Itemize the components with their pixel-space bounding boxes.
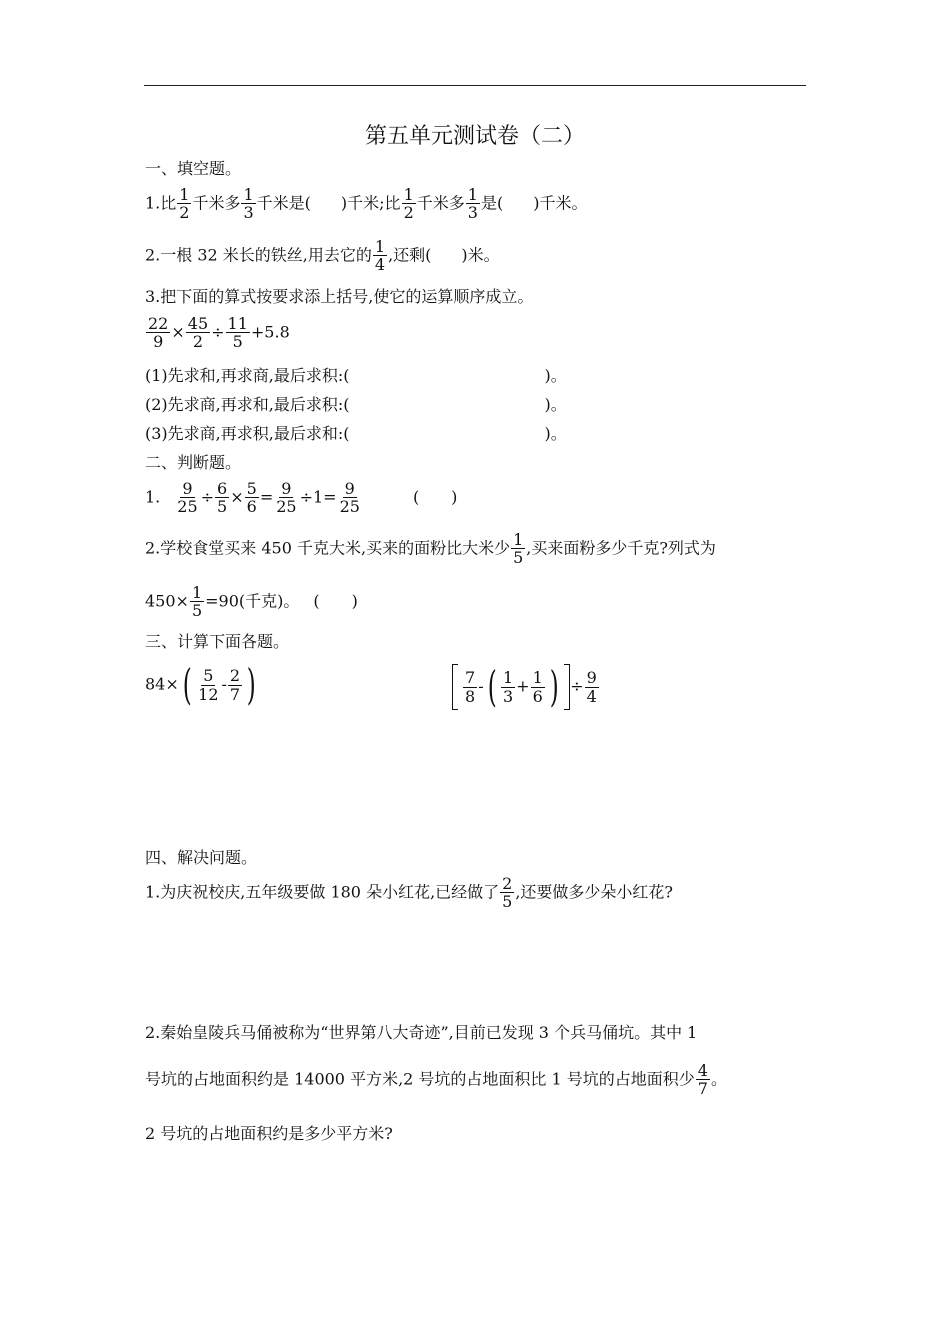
fraction: $\frac{1}{5}$ [513, 530, 524, 568]
fraction: $\frac{1}{2}$ [179, 185, 190, 223]
fraction: $\frac{22}{9}$ [148, 314, 169, 352]
fraction: $\frac{9}{25}$ [339, 479, 360, 517]
judgement-1: 1. $\frac{9}{25}$ ÷ $\frac{6}{5}$ × $\frac{5}{6}$ = $\frac{9}{25}$ ÷1= $\frac{9}{25}$ ( ) [145, 479, 458, 517]
fraction: $\frac{6}{5}$ [217, 479, 228, 517]
judgement-2: 2.学校食堂买来 450 千克大米,买来的面粉比大米少 $\frac{1}{5}$ ,买来面粉多少千克?列式为 [145, 530, 716, 568]
fraction: $\frac{1}{2}$ [403, 185, 414, 223]
fraction: $\frac{1}{3}$ [502, 668, 514, 706]
fraction: $\frac{5}{12}$ [198, 666, 219, 704]
expression: $\frac{22}{9}$ × $\frac{45}{2}$ ÷ $\frac{11}{5}$ +5.8 [148, 314, 290, 352]
header-rule [144, 85, 806, 86]
fraction: $\frac{1}{4}$ [374, 237, 386, 275]
fraction: $\frac{4}{7}$ [697, 1061, 708, 1099]
sub-question-3: (3)先求商,再求积,最后求和:( )。 [145, 424, 567, 443]
judgement-mark[interactable]: ( ) [313, 591, 358, 611]
fraction: $\frac{1}{3}$ [243, 185, 254, 223]
calculation-2: $\frac{7}{8}$ -( $\frac{1}{3}$ + $\frac{1}{6}$ ) ÷ $\frac{9}{4}$ [452, 664, 600, 710]
problem-2-line-3: 2 号坑的占地面积约是多少平方米? [145, 1124, 393, 1143]
judgement-mark[interactable]: ( ) [412, 487, 458, 507]
section-3-heading: 三、计算下面各题。 [145, 632, 290, 651]
fraction: $\frac{1}{3}$ [467, 185, 478, 223]
fraction: $\frac{9}{25}$ [177, 479, 198, 517]
question-1-1: 1.比 $\frac{1}{2}$ 千米多 $\frac{1}{3}$ 千米是( )千米;比 $\frac{1}{2}$ 千米多 $\frac{1}{3}$ 是( )千米。 [145, 185, 588, 223]
fraction: $\frac{9}{4}$ [586, 668, 597, 706]
page-title: 第五单元测试卷（二） [364, 124, 585, 149]
fraction: $\frac{1}{5}$ [191, 583, 203, 621]
section-4-heading: 四、解决问题。 [145, 848, 258, 867]
question-1-2: 2.一根 32 米长的铁丝,用去它的 $\frac{1}{4}$ ,还剩( )米。 [145, 237, 500, 275]
left-bracket [452, 664, 458, 710]
fraction: $\frac{45}{2}$ [187, 314, 209, 352]
fraction: $\frac{9}{25}$ [276, 479, 297, 517]
sub-question-2: (2)先求商,再求和,最后求积:( )。 [145, 395, 567, 414]
fraction: $\frac{5}{6}$ [246, 479, 257, 517]
fraction: $\frac{11}{5}$ [227, 314, 248, 352]
calculation-1: 84×( $\frac{5}{12}$ - $\frac{2}{7}$ ) [145, 660, 256, 709]
problem-2-line-1: 2.秦始皇陵兵马俑被称为“世界第八大奇迹”,目前已发现 3 个兵马俑坑。其中 1 [145, 1023, 698, 1042]
fraction: $\frac{7}{8}$ [465, 668, 476, 706]
section-1-heading: 一、填空题。 [145, 159, 242, 178]
judgement-2-line-2: 450× $\frac{1}{5}$ =90(千克)。 ( ) [145, 583, 358, 621]
fraction: $\frac{1}{6}$ [532, 668, 543, 706]
fraction: $\frac{2}{5}$ [502, 874, 513, 912]
question-1-3: 3.把下面的算式按要求添上括号,使它的运算顺序成立。 [145, 287, 534, 306]
section-2-heading: 二、判断题。 [145, 453, 242, 472]
problem-1: 1.为庆祝校庆,五年级要做 180 朵小红花,已经做了 $\frac{2}{5}$ ,还要做多少朵小红花? [145, 874, 674, 912]
fraction: $\frac{2}{7}$ [229, 666, 241, 704]
sub-question-1: (1)先求和,再求商,最后求积:( )。 [145, 366, 567, 385]
problem-2-line-2: 号坑的占地面积约是 14000 平方米,2 号坑的占地面积比 1 号坑的占地面积少 $\frac{4}{7}$ 。 [145, 1061, 727, 1099]
